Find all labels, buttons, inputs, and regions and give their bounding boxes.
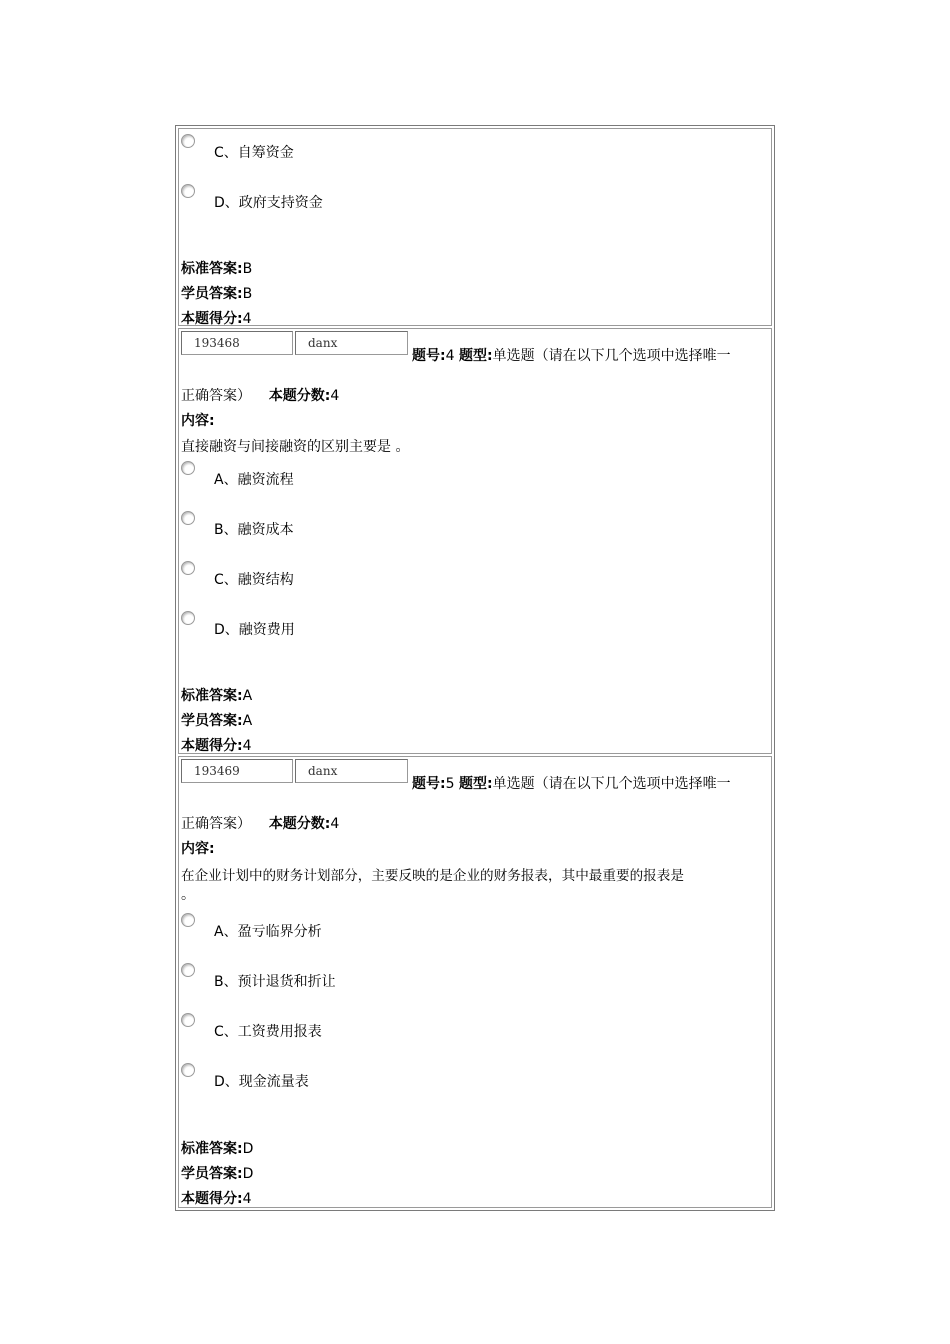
standard-answer (181, 685, 252, 705)
question-score: 4 (330, 816, 340, 832)
option-label: A、盈亏临界分析 (214, 924, 322, 940)
radio-button-icon[interactable] (181, 511, 195, 525)
score-obtained-label: 本题得分: (181, 311, 243, 327)
question-header-cont (181, 385, 339, 405)
question-block-4 (178, 328, 772, 754)
content-label-row (181, 838, 215, 858)
option-label: B、预计退货和折让 (214, 974, 336, 990)
question-id-field[interactable]: 193469 (181, 759, 293, 783)
content-label-row (181, 410, 215, 430)
option-label: C、融资结构 (214, 572, 294, 588)
question-block-5 (178, 756, 772, 1208)
student-answer-label: 学员答案: (181, 286, 243, 302)
question-number-label: 题号: (412, 776, 446, 792)
student-answer (181, 1163, 253, 1183)
question-type-text-cont: 正确答案） (181, 816, 251, 832)
score-obtained-value: 4 (242, 1191, 252, 1207)
question-content: 直接融资与间接融资的区别主要是 。 (181, 439, 410, 455)
student-answer-label: 学员答案: (181, 713, 243, 729)
radio-button-icon[interactable] (181, 611, 195, 625)
standard-answer-label: 标准答案: (181, 1141, 243, 1157)
score-obtained-label: 本题得分: (181, 738, 243, 754)
standard-answer-value: D (242, 1141, 254, 1157)
question-type-field[interactable]: danx (295, 331, 408, 355)
student-answer-value: B (242, 286, 253, 302)
question-score-label: 本题分数: (268, 816, 331, 832)
question-number-label: 题号: (412, 348, 446, 364)
question-header (412, 345, 731, 365)
question-number: 4 (445, 348, 455, 364)
radio-button-icon[interactable] (181, 134, 195, 148)
option-label: C、自筹资金 (214, 145, 294, 161)
question-content-cont: 。 (181, 887, 195, 903)
score-obtained (181, 308, 252, 328)
student-answer (181, 710, 252, 730)
content-label: 内容: (181, 413, 215, 429)
question-number: 5 (445, 776, 455, 792)
standard-answer-label: 标准答案: (181, 261, 243, 277)
question-score: 4 (330, 388, 340, 404)
question-type-text: 单选题（请在以下几个选项中选择唯一 (492, 776, 731, 792)
option-label: B、融资成本 (214, 522, 294, 538)
option-label: D、现金流量表 (214, 1074, 309, 1090)
radio-button-icon[interactable] (181, 184, 195, 198)
question-type-text: 单选题（请在以下几个选项中选择唯一 (492, 348, 731, 364)
score-obtained (181, 735, 252, 755)
standard-answer (181, 258, 252, 278)
student-answer-label: 学员答案: (181, 1166, 243, 1182)
student-answer-value: D (242, 1166, 254, 1182)
content-label: 内容: (181, 841, 215, 857)
radio-button-icon[interactable] (181, 963, 195, 977)
radio-button-icon[interactable] (181, 1013, 195, 1027)
option-label: D、政府支持资金 (214, 195, 323, 211)
question-type-text-cont: 正确答案） (181, 388, 251, 404)
option-label: A、融资流程 (214, 472, 294, 488)
question-type-field[interactable]: danx (295, 759, 408, 783)
score-obtained (181, 1188, 252, 1208)
radio-button-icon[interactable] (181, 913, 195, 927)
radio-button-icon[interactable] (181, 561, 195, 575)
standard-answer-label: 标准答案: (181, 688, 243, 704)
option-label: D、融资费用 (214, 622, 295, 638)
standard-answer (181, 1138, 253, 1158)
standard-answer-value: B (242, 261, 253, 277)
radio-button-icon[interactable] (181, 1063, 195, 1077)
question-type-label: 题型: (458, 348, 493, 364)
exam-results-frame (175, 125, 775, 1211)
option-label: C、工资费用报表 (214, 1024, 322, 1040)
score-obtained-value: 4 (242, 738, 252, 754)
student-answer-value: A (242, 713, 253, 729)
question-header-cont (181, 813, 339, 833)
question-content: 在企业计划中的财务计划部分，主要反映的是企业的财务报表，其中最重要的报表是 (181, 868, 684, 884)
standard-answer-value: A (242, 688, 253, 704)
question-type-label: 题型: (458, 776, 493, 792)
student-answer (181, 283, 252, 303)
question-header (412, 773, 731, 793)
score-obtained-label: 本题得分: (181, 1191, 243, 1207)
score-obtained-value: 4 (242, 311, 252, 327)
question-score-label: 本题分数: (268, 388, 331, 404)
question-block-3 (178, 128, 772, 326)
radio-button-icon[interactable] (181, 461, 195, 475)
question-id-field[interactable]: 193468 (181, 331, 293, 355)
